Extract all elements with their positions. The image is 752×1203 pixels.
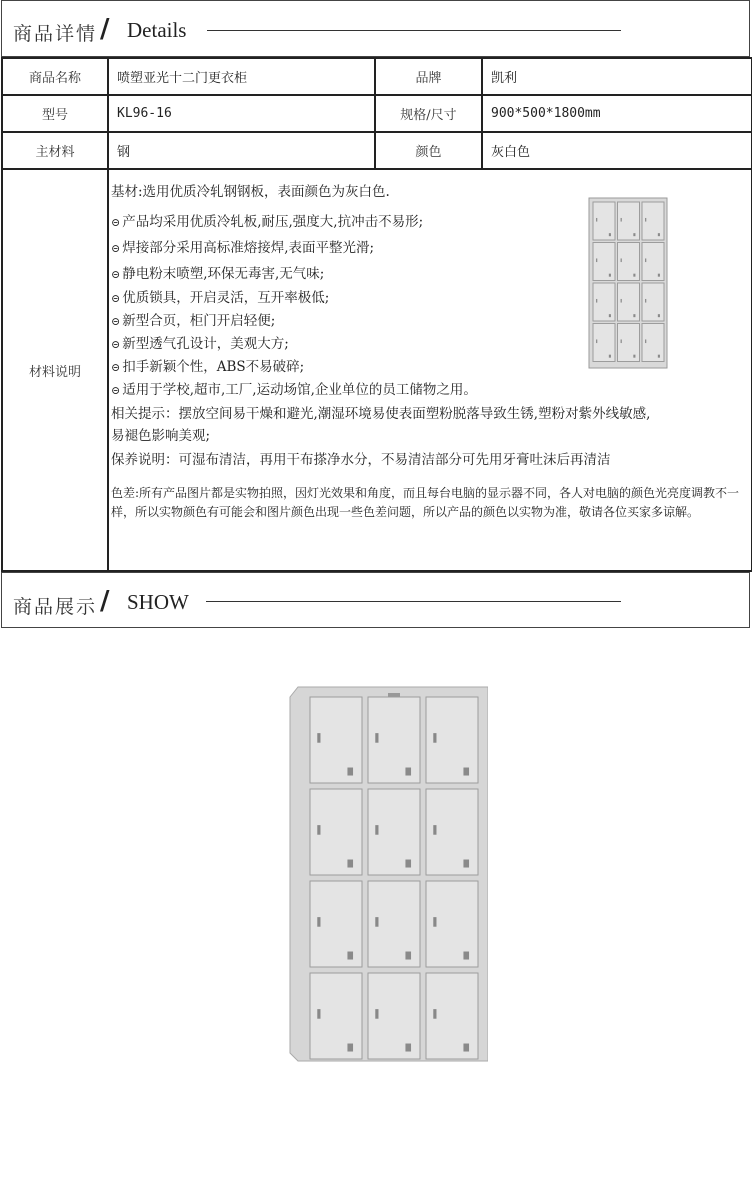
bullet-item — [111, 355, 304, 375]
door-handle — [645, 299, 646, 303]
door-handle — [621, 339, 622, 343]
size-value: 900*500*1800mm — [482, 95, 752, 132]
lock-icon — [347, 768, 353, 776]
door-handle — [621, 258, 622, 262]
show-header — [1, 572, 750, 628]
bullet-icon: ⊝ — [111, 242, 121, 255]
lock-icon — [658, 233, 660, 236]
bullet-icon: ⊝ — [111, 216, 121, 229]
bullet-text: 焊接部分采用高标准熔接焊,表面平整光滑; — [122, 240, 375, 256]
material-label: 主材料 — [2, 132, 108, 169]
bullet-text: 优质锁具，开启灵活，互开率极低; — [122, 290, 330, 306]
material-value: 钢 — [108, 132, 375, 169]
tip-text-2: 易褪色影响美观; — [111, 428, 211, 444]
base-material-text: 基材:选用优质冷轧钢钢板，表面颜色为灰白色. — [111, 184, 390, 200]
bullet-icon: ⊝ — [111, 292, 121, 305]
door-handle — [645, 339, 646, 343]
lock-icon — [609, 233, 611, 236]
description-block — [109, 170, 751, 568]
lock-icon — [609, 355, 611, 358]
details-header — [1, 0, 750, 57]
lock-icon — [405, 952, 411, 960]
bullet-item — [111, 378, 477, 398]
door-handle — [375, 917, 378, 927]
lock-icon — [463, 768, 469, 776]
spec-table — [1, 57, 752, 572]
door-handle — [317, 1009, 320, 1019]
lock-icon — [633, 355, 635, 358]
door-handle — [596, 339, 597, 343]
lock-icon — [405, 1044, 411, 1052]
door-handle — [433, 917, 436, 927]
bullet-icon: ⊝ — [111, 315, 121, 328]
desc-cell — [108, 169, 752, 571]
door-handle — [596, 218, 597, 222]
bullet-icon: ⊝ — [111, 384, 121, 397]
lock-icon — [347, 1044, 353, 1052]
cabinet-thumbnail — [581, 194, 671, 370]
color-label: 颜色 — [375, 132, 482, 169]
bullet-text: 静电粉末喷塑,环保无毒害,无气味; — [122, 266, 325, 282]
bullet-item — [111, 309, 275, 329]
table-row — [2, 58, 752, 95]
door-handle — [621, 218, 622, 222]
table-row — [2, 169, 752, 571]
lock-icon — [658, 314, 660, 317]
bullet-item — [111, 262, 324, 282]
bullet-text: 产品均采用优质冷轧板,耐压,强度大,抗冲击不易形; — [122, 214, 424, 230]
lock-icon — [347, 860, 353, 868]
lock-icon — [633, 274, 635, 277]
bullet-icon: ⊝ — [111, 338, 121, 351]
color-note: 色差:所有产品图片都是实物拍照，因灯光效果和角度，而且每台电脑的显示器不同，各人对电脑的颜色光亮度调教不一样，所以实物颜色有可能会和图片颜色出现一些色差问题，所以产品的颜色以实物为准，敬请各位买家多谅解。 — [111, 486, 740, 519]
size-label: 规格/尺寸 — [375, 95, 482, 132]
door-handle — [375, 733, 378, 743]
bullet-text: 新型透气孔设计，美观大方; — [122, 336, 289, 352]
bullet-icon: ⊝ — [111, 268, 121, 281]
bullet-item — [111, 332, 289, 352]
bullet-item — [111, 236, 374, 256]
desc-label: 材料说明 — [2, 169, 108, 571]
lock-icon — [609, 314, 611, 317]
lock-icon — [463, 952, 469, 960]
door-handle — [433, 733, 436, 743]
bullet-text: 新型合页，柜门开启轻便; — [122, 313, 276, 329]
table-row — [2, 95, 752, 132]
care-text: 保养说明：可湿布清洁，再用干布搽净水分，不易清洁部分可先用牙膏吐沫后再清洁 — [111, 452, 611, 468]
door-handle — [645, 258, 646, 262]
door-handle — [596, 258, 597, 262]
title-slash: / — [100, 14, 110, 44]
show-title-en: SHOW — [127, 590, 189, 614]
door-handle — [596, 299, 597, 303]
details-title-cn: 商品详情 — [13, 23, 98, 45]
lock-icon — [658, 355, 660, 358]
cabinet-photo — [288, 683, 488, 1068]
door-handle — [433, 825, 436, 835]
name-value: 喷塑亚光十二门更衣柜 — [108, 58, 375, 95]
header-rule — [207, 30, 621, 31]
lock-icon — [609, 274, 611, 277]
lock-icon — [633, 233, 635, 236]
model-value: KL96-16 — [108, 95, 375, 132]
table-row — [2, 132, 752, 169]
door-handle — [375, 1009, 378, 1019]
door-handle — [317, 917, 320, 927]
lock-icon — [463, 1044, 469, 1052]
show-title-cn: 商品展示 — [13, 596, 98, 618]
tip-text-1: 相关提示：摆放空间易干燥和避光,潮湿环境易使表面塑粉脱落导致生锈,塑粉对紫外线敏感, — [111, 406, 651, 422]
lock-icon — [463, 860, 469, 868]
door-handle — [621, 299, 622, 303]
lock-icon — [405, 768, 411, 776]
name-label: 商品名称 — [2, 58, 108, 95]
lock-icon — [658, 274, 660, 277]
bullet-text: 适用于学校,超市,工厂,运动场馆,企业单位的员工储物之用。 — [122, 382, 477, 398]
door-handle — [317, 825, 320, 835]
bullet-icon: ⊝ — [111, 361, 121, 374]
model-label: 型号 — [2, 95, 108, 132]
door-handle — [317, 733, 320, 743]
door-handle — [375, 825, 378, 835]
lock-icon — [405, 860, 411, 868]
door-handle — [645, 218, 646, 222]
brand-value: 凯利 — [482, 58, 752, 95]
bullet-item — [111, 210, 423, 230]
lock-icon — [633, 314, 635, 317]
door-handle — [433, 1009, 436, 1019]
title-slash: / — [100, 586, 110, 616]
bullet-item — [111, 286, 329, 306]
header-rule — [206, 601, 621, 602]
bullet-text: 扣手新颖个性，ABS不易破碎; — [122, 359, 305, 375]
color-value: 灰白色 — [482, 132, 752, 169]
brand-label: 品牌 — [375, 58, 482, 95]
details-title-en: Details — [127, 18, 187, 42]
lock-icon — [347, 952, 353, 960]
